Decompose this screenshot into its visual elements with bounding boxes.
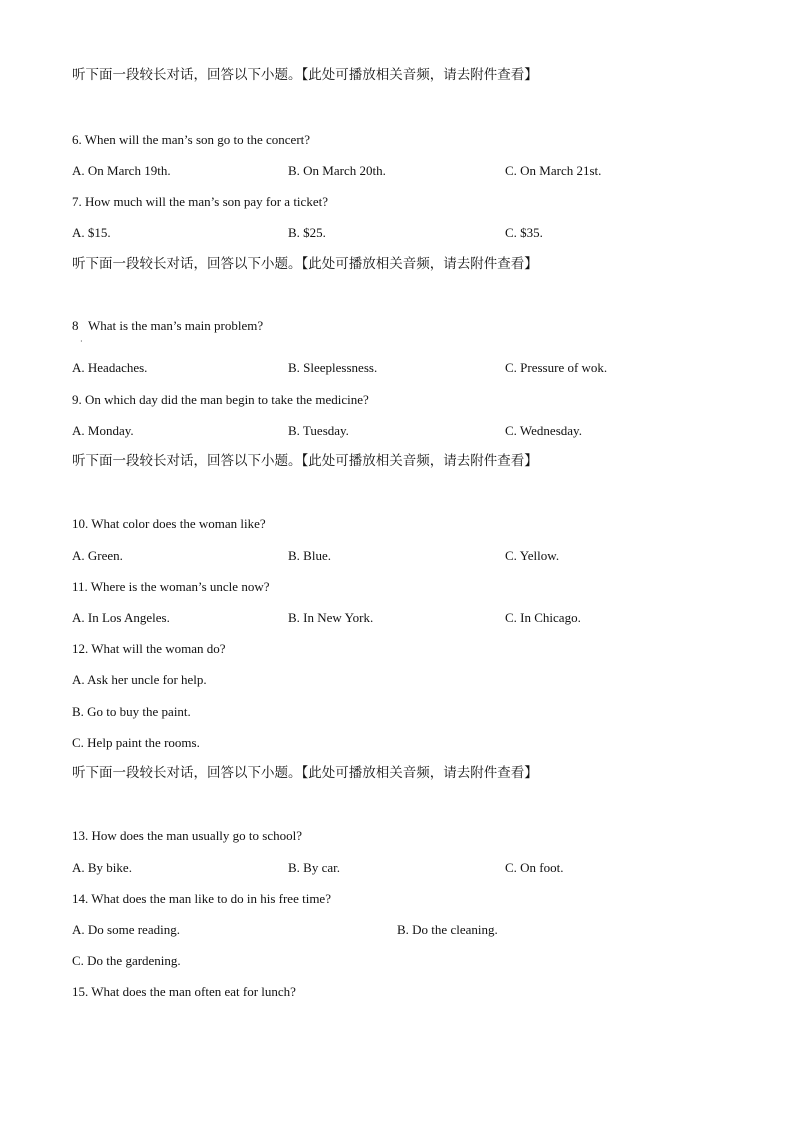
question-8: 8 What is the man’s main problem? bbox=[72, 318, 264, 333]
question-13: 13. How does the man usually go to school? bbox=[72, 828, 302, 843]
q10-option-b: B. Blue. bbox=[288, 548, 331, 563]
q12-option-a: A. Ask her uncle for help. bbox=[72, 672, 207, 687]
q11-option-c: C. In Chicago. bbox=[505, 610, 581, 625]
instruction-3: 听下面一段较长对话，回答以下小题。【此处可播放相关音频，请去附件查看】 bbox=[72, 453, 538, 469]
q10-option-a: A. Green. bbox=[72, 548, 123, 563]
q7-option-b: B. $25. bbox=[288, 225, 326, 240]
question-12: 12. What will the woman do? bbox=[72, 641, 226, 656]
q9-option-c: C. Wednesday. bbox=[505, 423, 582, 438]
q10-option-c: C. Yellow. bbox=[505, 548, 560, 563]
q13-option-c: C. On foot. bbox=[505, 860, 564, 875]
q7-option-c: C. $35. bbox=[505, 225, 543, 240]
q12-option-c: C. Help paint the rooms. bbox=[72, 735, 200, 750]
q13-option-b: B. By car. bbox=[288, 860, 340, 875]
q6-option-a: A. On March 19th. bbox=[72, 163, 171, 178]
stray-dot-mark: · bbox=[80, 337, 83, 346]
question-7: 7. How much will the man’s son pay for a ticket? bbox=[72, 194, 328, 209]
question-15: 15. What does the man often eat for lunch? bbox=[72, 984, 296, 999]
instruction-2: 听下面一段较长对话，回答以下小题。【此处可播放相关音频，请去附件查看】 bbox=[72, 256, 538, 272]
q6-option-c: C. On March 21st. bbox=[505, 163, 602, 178]
q9-option-a: A. Monday. bbox=[72, 423, 134, 438]
question-9: 9. On which day did the man begin to take the medicine? bbox=[72, 392, 369, 407]
question-14: 14. What does the man like to do in his free time? bbox=[72, 891, 331, 906]
q8-option-b: B. Sleeplessness. bbox=[288, 360, 378, 375]
question-11: 11. Where is the woman’s uncle now? bbox=[72, 579, 270, 594]
q8-option-a: A. Headaches. bbox=[72, 360, 148, 375]
q9-option-b: B. Tuesday. bbox=[288, 423, 349, 438]
q6-option-b: B. On March 20th. bbox=[288, 163, 386, 178]
q11-option-a: A. In Los Angeles. bbox=[72, 610, 170, 625]
q13-option-a: A. By bike. bbox=[72, 860, 132, 875]
question-10: 10. What color does the woman like? bbox=[72, 516, 266, 531]
q12-option-b: B. Go to buy the paint. bbox=[72, 704, 191, 719]
q11-option-b: B. In New York. bbox=[288, 610, 374, 625]
q14-option-b: B. Do the cleaning. bbox=[397, 922, 498, 937]
instruction-1: 听下面一段较长对话，回答以下小题。【此处可播放相关音频，请去附件查看】 bbox=[72, 67, 538, 83]
instruction-4: 听下面一段较长对话，回答以下小题。【此处可播放相关音频，请去附件查看】 bbox=[72, 765, 538, 781]
q7-option-a: A. $15. bbox=[72, 225, 111, 240]
q14-option-c: C. Do the gardening. bbox=[72, 953, 181, 968]
q14-option-a: A. Do some reading. bbox=[72, 922, 180, 937]
q8-option-c: C. Pressure of wok. bbox=[505, 360, 608, 375]
question-6: 6. When will the man’s son go to the concert? bbox=[72, 132, 311, 147]
